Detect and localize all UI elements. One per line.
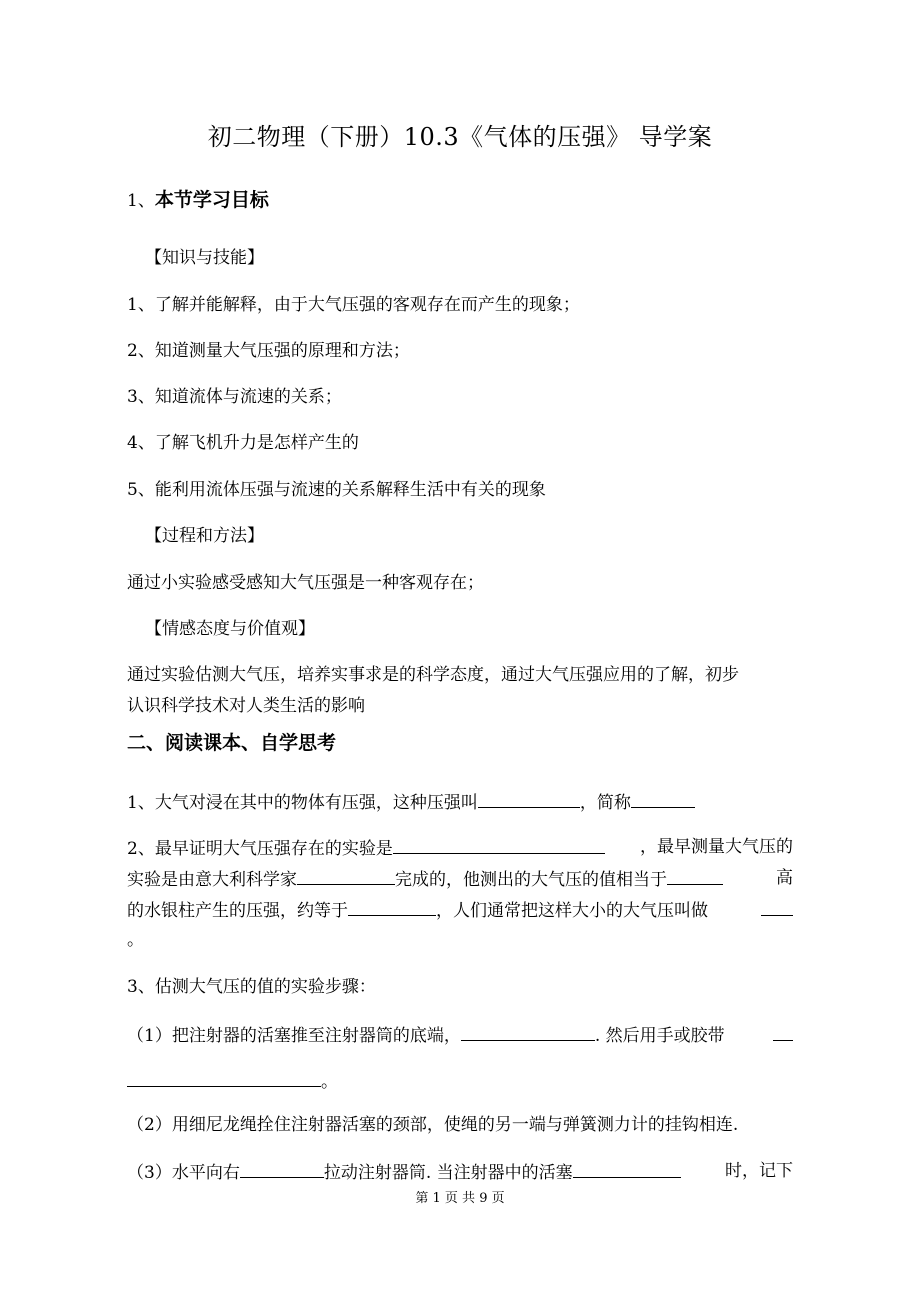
question-3: 3、估测大气压的值的实验步骤： bbox=[127, 977, 376, 997]
step-1-line-2 bbox=[127, 1068, 338, 1094]
question-2-text-h: 。 bbox=[127, 930, 144, 950]
blank-field[interactable] bbox=[631, 789, 695, 808]
blank-field[interactable] bbox=[773, 1022, 793, 1041]
step-2: （2）用细尼龙绳拴住注射器活塞的颈部，使绳的另一端与弹簧测力计的挂钩相连. bbox=[127, 1115, 739, 1135]
emotion-text-line-1: 通过实验估测大气压，培养实事求是的科学态度，通过大气压强应用的了解，初步 bbox=[127, 665, 739, 685]
knowledge-item-1: 1、了解并能解释，由于大气压强的客观存在而产生的现象； bbox=[127, 295, 580, 315]
step-3-line-1 bbox=[127, 1159, 793, 1185]
knowledge-label: 【知识与技能】 bbox=[145, 248, 264, 268]
step-1-text-c: 。 bbox=[321, 1072, 338, 1092]
page-footer: 第 1 页 共 9 页 bbox=[415, 1191, 505, 1206]
blank-field[interactable] bbox=[761, 897, 793, 916]
question-2-text-a: 2、最早证明大气压强存在的实验是 bbox=[127, 839, 393, 859]
question-1-text-a: 1、大气对浸在其中的物体有压强，这种压强叫 bbox=[127, 793, 478, 813]
blank-field[interactable] bbox=[478, 789, 580, 808]
question-2-text-g: ，人们通常把这样大小的大气压叫做 bbox=[436, 901, 708, 921]
page-title: 初二物理（下册）10.3《气体的压强》 导学案 bbox=[207, 123, 713, 151]
blank-field[interactable] bbox=[461, 1022, 595, 1041]
step-3-text-c: 时，记下 bbox=[725, 1161, 793, 1181]
question-2-line-2 bbox=[127, 866, 793, 892]
knowledge-item-2: 2、知道测量大气压强的原理和方法； bbox=[127, 341, 410, 361]
emotion-label: 【情感态度与价值观】 bbox=[145, 619, 315, 639]
section-1-heading bbox=[127, 188, 269, 213]
blank-field[interactable] bbox=[240, 1159, 324, 1178]
section-2-heading: 二、阅读课本、自学思考 bbox=[127, 732, 337, 754]
blank-field[interactable] bbox=[127, 1068, 321, 1087]
question-2-text-e: 高 bbox=[776, 868, 793, 888]
step-1-text-a: （1）把注射器的活塞推至注射器筒的底端， bbox=[127, 1026, 461, 1046]
blank-field[interactable] bbox=[348, 897, 436, 916]
question-2-line-3 bbox=[127, 897, 793, 923]
blank-field[interactable] bbox=[667, 866, 723, 885]
question-2-text-c: 实验是由意大利科学家 bbox=[127, 870, 297, 890]
blank-field[interactable] bbox=[297, 866, 395, 885]
section-1-title: 本节学习目标 bbox=[154, 189, 269, 211]
question-2-line-1 bbox=[127, 835, 793, 861]
step-3-text-b: 拉动注射器筒. 当注射器中的活塞 bbox=[323, 1163, 573, 1183]
knowledge-item-4: 4、了解飞机升力是怎样产生的 bbox=[127, 433, 359, 453]
step-3-text-a: （3）水平向右 bbox=[127, 1163, 240, 1183]
knowledge-item-5: 5、能利用流体压强与流速的关系解释生活中有关的现象 bbox=[127, 480, 546, 500]
step-1-line-1 bbox=[127, 1022, 793, 1048]
emotion-text-line-2: 认识科学技术对人类生活的影响 bbox=[127, 696, 365, 716]
question-1 bbox=[127, 789, 695, 815]
question-2-text-d: 完成的，他测出的大气压的值相当于 bbox=[395, 870, 667, 890]
question-1-text-b: ，简称 bbox=[579, 793, 631, 813]
knowledge-item-3: 3、知道流体与流速的关系； bbox=[127, 387, 342, 407]
section-1-number: 1、 bbox=[127, 191, 155, 211]
step-1-text-b: . 然后用手或胶带 bbox=[594, 1026, 725, 1046]
process-text: 通过小实验感受感知大气压强是一种客观存在； bbox=[127, 573, 484, 593]
question-2-text-f: 的水银柱产生的压强，约等于 bbox=[127, 901, 348, 921]
blank-field[interactable] bbox=[573, 1159, 681, 1178]
blank-field[interactable] bbox=[393, 835, 605, 854]
process-label: 【过程和方法】 bbox=[145, 526, 264, 546]
question-2-text-b: ，最早测量大气压的 bbox=[640, 837, 793, 857]
